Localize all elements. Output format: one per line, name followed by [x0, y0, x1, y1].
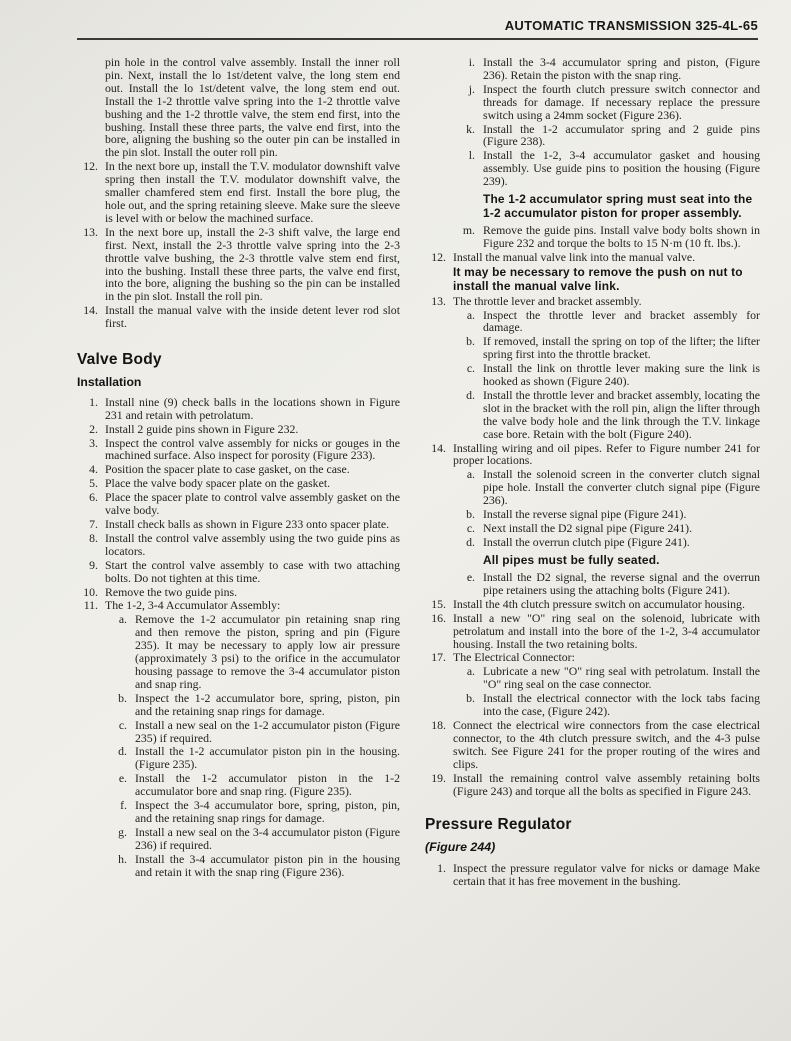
sub-list-item: a. Inspect the throttle lever and bracket assembly for damage.: [425, 309, 760, 335]
page-header-title: AUTOMATIC TRANSMISSION 325-4L-65: [504, 18, 758, 33]
sub-list-item: m. Remove the guide pins. Install valve body bolts shown in Figure 232 and torque the bolts to 15 N·m (10 ft. lbs.).: [425, 224, 760, 250]
section-heading: Pressure Regulator: [425, 816, 572, 834]
sub-list-item: d. Install the overrun clutch pipe (Figure 241).: [425, 536, 760, 549]
list-item: 8. Install the control valve assembly using the two guide pins as locators.: [77, 532, 400, 558]
list-item: 1. Install nine (9) check balls in the locations shown in Figure 231 and retain with petrolatum.: [77, 396, 400, 422]
bold-note: All pipes must be fully seated.: [483, 552, 660, 567]
item-letter: j.: [468, 81, 475, 96]
list-item: 4. Position the spacer plate to case gasket, on the case.: [77, 463, 400, 476]
item-number: 9.: [89, 557, 98, 572]
sub-list-item: b. If removed, install the spring on top of the lifter; the lifter spring first into the throttle bracket.: [425, 335, 760, 361]
paragraph: pin hole in the control valve assembly. Install the inner roll pin. Next, install the lo 1st/detent valve, the long stem end out. Install the lo 1st/detent valve, the long stem end out. Install the 1-2 throttle valve spring into the 1-2 throttle valve bushing and the 1-2 throttle valve, the stem end first, into the bushing. Install these three parts, the valve end first, into the bore, aligning the bushing so the outer pin can be installed in the pin slot. Install the outer roll pin.: [105, 55, 400, 160]
item-letter: d.: [466, 534, 475, 549]
list-item: 10. Remove the two guide pins.: [77, 586, 400, 599]
item-number: 1.: [437, 861, 446, 876]
sub-list-item: c. Next install the D2 signal pipe (Figure 241).: [425, 522, 760, 535]
item-letter: m.: [462, 223, 475, 238]
list-item: 3. Inspect the control valve assembly for nicks or gouges in the machined surface. Also inspect for porosity (Figure 233).: [77, 437, 400, 463]
list-item: 14. Installing wiring and oil pipes. Refer to Figure number 241 for proper locations.: [425, 442, 760, 468]
item-letter: g.: [118, 824, 127, 839]
item-letter: d.: [118, 744, 127, 759]
list-item: 12. In the next bore up, install the T.V. modulator downshift valve spring then install the T.V. modulator downshift valve, the smaller chamfered stem end first. Install the bore plug, the hole out, and the spring retaining sleeve. Make sure the sleeve is level with or below the machined surface.: [77, 160, 400, 225]
list-item: 7. Install check balls as shown in Figure 233 onto spacer plate.: [77, 518, 400, 531]
item-letter: b.: [118, 690, 127, 705]
sub-list-item: l. Install the 1-2, 3-4 accumulator gasket and housing assembly. Use guide pins to position the housing (Figure 239).: [425, 149, 760, 188]
list-item: 5. Place the valve body spacer plate on the gasket.: [77, 477, 400, 490]
list-item: 17. The Electrical Connector:: [425, 651, 760, 664]
sub-list-item: a. Remove the 1-2 accumulator pin retaining snap ring and then remove the piston, spring and pin (Figure 235). It may be necessary to apply low air pressure (approximately 3 psi) to the orifice in the accumulator housing passage to remove the 3-4 accumulator piston and snap ring.: [77, 613, 400, 690]
sub-list-item: e. Install the 1-2 accumulator piston in the 1-2 accumulator bore and snap ring. (Figure 235).: [77, 772, 400, 798]
manual-page: [0, 17, 791, 1041]
list-item: 16. Install a new "O" ring seal on the solenoid, lubricate with petrolatum and install into the bore of the 1-2, 3-4 accumulator housing. Install the two retaining bolts.: [425, 612, 760, 651]
item-number: 4.: [89, 462, 98, 477]
item-number: 19.: [431, 770, 446, 785]
item-letter: l.: [468, 148, 475, 163]
column-right: [425, 56, 760, 889]
item-number: 16.: [431, 610, 446, 625]
sub-list-item: d. Install the 1-2 accumulator piston pin in the housing. (Figure 235).: [77, 745, 400, 771]
sub-list-item: k. Install the 1-2 accumulator spring and 2 guide pins (Figure 238).: [425, 123, 760, 149]
bold-note: The 1-2 accumulator spring must seat into the 1-2 accumulator piston for proper assembly.: [483, 192, 753, 221]
item-letter: b.: [466, 334, 475, 349]
list-item: 15. Install the 4th clutch pressure switch on accumulator housing.: [425, 598, 760, 611]
item-number: 13.: [431, 293, 446, 308]
item-letter: a.: [118, 612, 127, 627]
list-item: 6. Place the spacer plate to control valve assembly gasket on the valve body.: [77, 491, 400, 517]
item-letter: f.: [120, 798, 127, 813]
list-item: 13. The throttle lever and bracket assembly.: [425, 295, 760, 308]
item-letter: a.: [466, 307, 475, 322]
item-number: 7.: [89, 517, 98, 531]
item-letter: b.: [466, 507, 475, 522]
item-letter: k.: [466, 121, 475, 136]
sub-list-item: b. Inspect the 1-2 accumulator bore, spring, piston, pin and the retaining snap rings for damage.: [77, 692, 400, 718]
sub-list-item: b. Install the electrical connector with the lock tabs facing into the case, (Figure 242).: [425, 692, 760, 718]
item-number: 17.: [431, 650, 446, 665]
list-item: 11. The 1-2, 3-4 Accumulator Assembly:: [77, 599, 400, 612]
item-letter: a.: [466, 467, 475, 482]
sub-list-item: a. Lubricate a new "O" ring seal with petrolatum. Install the "O" ring seal on the case connector.: [425, 665, 760, 691]
item-letter: i.: [468, 55, 475, 69]
item-number: 15.: [431, 596, 446, 611]
list-item: 2. Install 2 guide pins shown in Figure 232.: [77, 423, 400, 436]
item-number: 11.: [83, 598, 98, 613]
column-left: [77, 56, 400, 889]
item-letter: d.: [466, 387, 475, 402]
item-number: 14.: [431, 440, 446, 455]
section-heading: Valve Body: [77, 351, 162, 369]
list-item: 12. Install the manual valve link into the manual valve.: [425, 251, 760, 264]
list-item: 14. Install the manual valve with the inside detent lever rod slot first.: [77, 304, 400, 330]
item-letter: c.: [118, 717, 127, 732]
list-item: 18. Connect the electrical wire connectors from the case electrical connector, to the 4th clutch pressure switch, and the 4-3 pulse switch. See Figure 241 for the proper routing of the wires and clips.: [425, 719, 760, 771]
item-number: 13.: [83, 224, 98, 239]
item-number: 8.: [89, 530, 98, 545]
subsection-heading: Installation: [77, 374, 142, 389]
sub-list-item: f. Inspect the 3-4 accumulator bore, spring, piston, pin, and the retaining snap rings for damage.: [77, 799, 400, 825]
list-item: 19. Install the remaining control valve assembly retaining bolts (Figure 243) and torque all the bolts as specified in Figure 243.: [425, 772, 760, 798]
sub-list-item: i. Install the 3-4 accumulator spring and piston, (Figure 236). Retain the piston with the snap ring.: [425, 56, 760, 82]
sub-list-item: h. Install the 3-4 accumulator piston pin in the housing and retain it with the snap ring (Figure 236).: [77, 853, 400, 879]
sub-list-item: c. Install the link on throttle lever making sure the link is hooked as shown (Figure 240).: [425, 362, 760, 388]
item-number: 12.: [431, 250, 446, 265]
item-number: 14.: [83, 303, 98, 318]
list-item: 13. In the next bore up, install the 2-3 shift valve, the large end first. Next, install the 2-3 throttle valve spring into the 2-3 throttle valve bushing, the 2-3 throttle valve stem end first, into the bushing. Install these three parts, the valve end first, into the bore, aligning the bushing so the pin can be installed in the pin slot. Install the roll pin.: [77, 226, 400, 303]
item-number: 6.: [89, 490, 98, 505]
item-letter: c.: [466, 361, 475, 376]
bold-note: It may be necessary to remove the push on nut to install the manual valve link.: [453, 265, 743, 294]
item-letter: c.: [466, 521, 475, 535]
item-letter: e.: [466, 570, 475, 585]
item-number: 5.: [89, 476, 98, 491]
item-letter: h.: [118, 851, 127, 866]
page-header: [77, 17, 758, 40]
list-item: 1. Inspect the pressure regulator valve for nicks or damage Make certain that it has free movement in the bushing.: [425, 862, 760, 888]
sub-list-item: c. Install a new seal on the 1-2 accumulator piston (Figure 235) if required.: [77, 719, 400, 745]
sub-list-item: g. Install a new seal on the 3-4 accumulator piston (Figure 236) if required.: [77, 826, 400, 852]
sub-list-item: j. Inspect the fourth clutch pressure switch connector and threads for damage. If necessary replace the pressure switch using a 24mm socket (Figure 236).: [425, 83, 760, 122]
item-number: 12.: [83, 159, 98, 174]
sub-list-item: d. Install the throttle lever and bracket assembly, locating the slot in the bracket with the roll pin, align the lifter through the valve body hole and the link through the T.V. linkage case bore. Retain with the bolt (Figure 240).: [425, 389, 760, 441]
figure-reference: (Figure 244): [425, 840, 496, 855]
list-item: 9. Start the control valve assembly to case with two attaching bolts. Do not tighten at this time.: [77, 559, 400, 585]
item-letter: a.: [466, 664, 475, 679]
item-number: 18.: [431, 717, 446, 732]
item-number: 3.: [89, 435, 98, 450]
item-number: 10.: [83, 584, 98, 599]
item-number: 2.: [89, 421, 98, 436]
sub-list-item: b. Install the reverse signal pipe (Figure 241).: [425, 508, 760, 521]
item-letter: e.: [118, 771, 127, 786]
page-body: [77, 56, 760, 889]
sub-list-item: a. Install the solenoid screen in the converter clutch signal pipe hole. Install the converter clutch signal pipe (Figure 236).: [425, 468, 760, 507]
sub-list-item: e. Install the D2 signal, the reverse signal and the overrun pipe retainers using the attaching bolts (Figure 241).: [425, 571, 760, 597]
item-letter: b.: [466, 691, 475, 706]
item-number: 1.: [89, 394, 98, 409]
